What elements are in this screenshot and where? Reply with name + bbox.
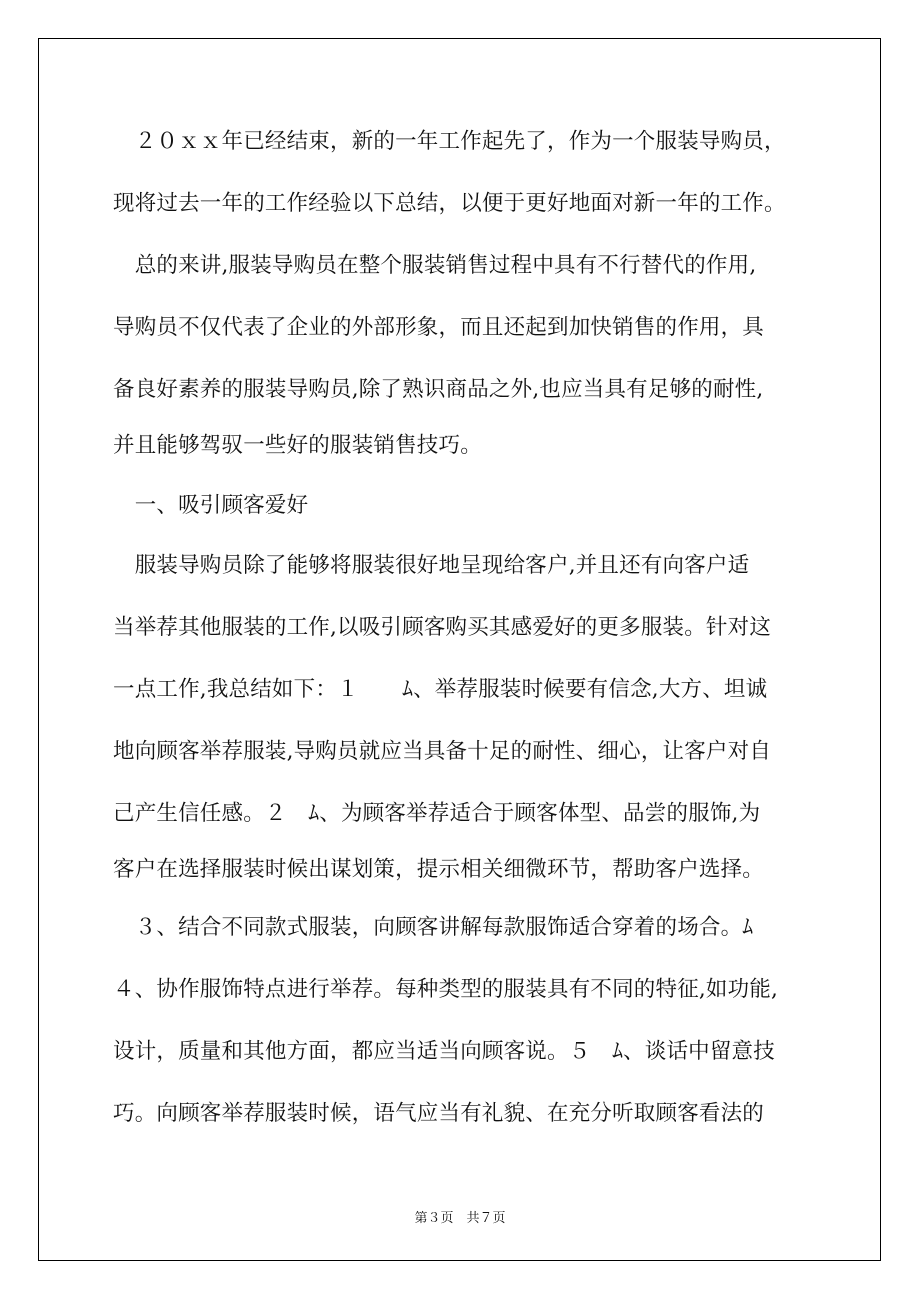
text-line: 总的来讲,服装导购员在整个服装销售过程中具有不行替代的作用, [113,253,757,278]
text-line: 己产生信任感。２ ﾑ、为顾客举荐适合于顾客体型、品尝的服饰,为 [113,801,761,826]
text-line: 地向顾客举荐服装,导购员就应当具备十足的耐性、细心，让客户对自 [113,739,772,764]
page-number-footer: 第３页 共７页 [414,1210,506,1225]
text-line: 导购员不仅代表了企业的外部形象，而且还起到加快销售的作用，具 [113,315,765,340]
text-line: 服装导购员除了能够将服装很好地呈现给客户,并且还有向客户适 [113,553,750,578]
text-line: 现将过去一年的工作经验以下总结，以便于更好地面对新一年的工作。 [113,191,786,216]
text-line: ２０ｘｘ年已经结束，新的一年工作起先了，作为一个服装导购员， [113,129,786,154]
text-line: 客户在选择服装时候出谋划策，提示相关细微环节，帮助客户选择。 [113,857,765,882]
section-heading: 一、吸引顾客爱好 [113,493,309,518]
text-line: 并且能够驾驭一些好的服装销售技巧。 [113,433,482,458]
text-line: 当举荐其他服装的工作,以吸引顾客购买其感爱好的更多服装。针对这 [113,615,772,640]
text-line: ３、结合不同款式服装，向顾客讲解每款服饰适合穿着的场合。ﾑ [113,915,754,940]
page-border [38,38,881,1261]
text-line: ４、协作服饰特点进行举荐。每种类型的服装具有不同的特征,如功能, [113,977,779,1002]
text-line: 备良好素养的服装导购员,除了熟识商品之外,也应当具有足够的耐性, [113,377,764,402]
text-line: 巧。向顾客举荐服装时候，语气应当有礼貌、在充分听取顾客看法的 [113,1101,765,1126]
text-line: 一点工作,我总结如下：１ ﾑ、举荐服装时候要有信念,大方、坦诚 [113,677,768,702]
text-line: 设计，质量和其他方面，都应当适当向顾客说。５ ﾑ、谈话中留意技 [113,1039,775,1064]
